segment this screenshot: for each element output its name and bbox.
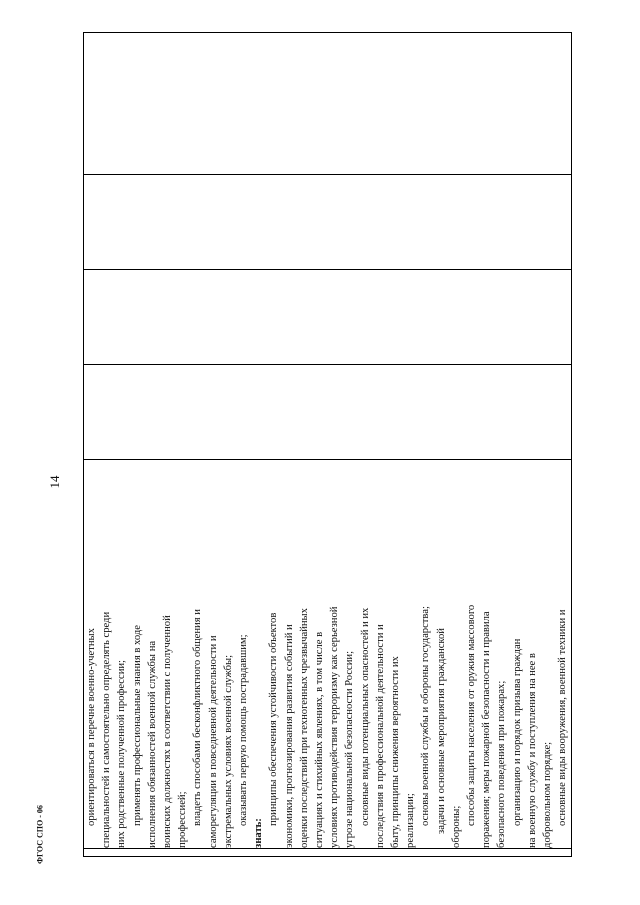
- text-line: воинских должностях в соответствии с полученной: [162, 615, 174, 848]
- text-line: специальностей и самостоятельно определять среди: [101, 611, 113, 848]
- text-line: исполнения обязанностей военной службы на: [146, 640, 158, 848]
- index-cell: [84, 848, 572, 856]
- text-line: них родственные полученной профессии;: [116, 660, 128, 848]
- page-number: 14: [47, 475, 62, 489]
- footer-code: ФГОС СПО - 06: [35, 805, 45, 864]
- text-line: ситуациях и стихийных явлениях, в том числе в: [314, 631, 326, 848]
- requirements-table: [83, 32, 572, 857]
- text-line: принципы обеспечения устойчивости объектов: [268, 612, 280, 826]
- table-row: [84, 33, 572, 857]
- text-line: владеть способами бесконфликтного общения и: [192, 609, 204, 826]
- text-line: саморегуляции в повседневной деятельности и: [207, 635, 219, 848]
- requirements-text: [84, 460, 571, 848]
- text-line: последствия в профессиональной деятельности и: [374, 624, 386, 848]
- text-line: способы защиты населения от оружия массового: [466, 604, 478, 826]
- text-line: поражения; меры пожарной безопасности и правила: [481, 611, 493, 848]
- text-line: условиях противодействия терроризму как серьезной: [329, 606, 341, 848]
- text-line: оценки последствий при техногенных чрезвычайных: [298, 608, 310, 848]
- text-line: основные виды вооружения, военной техники и: [557, 609, 569, 826]
- empty-cell-4: [84, 33, 572, 175]
- text-line: реализации;: [405, 793, 417, 848]
- text-line: знать:: [253, 818, 265, 848]
- text-line: ориентироваться в перечне военно-учетных: [86, 628, 97, 826]
- rotated-table-wrapper: [83, 32, 568, 857]
- text-line: быту, принципы снижения вероятности их: [390, 656, 402, 848]
- text-line: экстремальных условиях военной службы;: [222, 654, 234, 848]
- text-line: организацию и порядок призыва граждан: [511, 638, 523, 826]
- empty-cell-3: [84, 175, 572, 270]
- text-line: задачи и основные мероприятия гражданской: [435, 628, 447, 834]
- text-line: на военную службу и поступления на нее в: [526, 653, 538, 848]
- text-line: экономики, прогнозирования развития событий и: [283, 624, 295, 848]
- text-line: оказывать первую помощь пострадавшим;: [238, 634, 250, 826]
- text-line: основы военной службы и обороны государства;: [420, 606, 432, 826]
- text-line: угрозе национальной безопасности России;: [344, 650, 356, 848]
- empty-cell-1: [84, 364, 572, 459]
- text-line: основные виды потенциальных опасностей и их: [359, 607, 371, 826]
- text-line: профессией;: [177, 791, 189, 848]
- requirements-text-cell: [84, 459, 572, 848]
- text-line: обороны;: [450, 805, 462, 848]
- text-line: безопасного поведения при пожарах;: [496, 680, 508, 848]
- text-line: применять профессиональные знания в ходе: [131, 625, 143, 826]
- empty-cell-2: [84, 270, 572, 365]
- text-line: добровольном порядке;: [542, 741, 554, 848]
